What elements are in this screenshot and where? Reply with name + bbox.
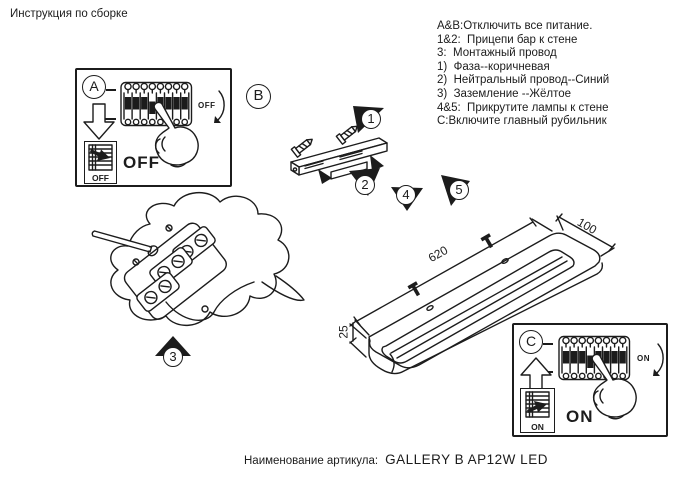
switch-detail-inset	[84, 141, 117, 184]
dimension-length: 620	[425, 243, 451, 265]
inset-state-label: OFF	[92, 173, 109, 183]
step-marker-2: 2	[355, 175, 375, 195]
instruction-line: 1&2: Прицепи бар к стене	[437, 33, 578, 46]
switch-on-icon	[525, 391, 550, 418]
switch-off-icon	[88, 144, 113, 171]
panel-c-power-on	[512, 323, 668, 437]
page-title: Инструкция по сборке	[10, 8, 128, 20]
step-label-a: A	[82, 75, 106, 99]
instruction-list	[437, 20, 609, 129]
article-value: GALLERY B AP12W LED	[385, 452, 548, 467]
screw-icon	[291, 135, 315, 157]
wiring-detail-cloud	[92, 193, 304, 326]
dimension-depth: 25	[336, 325, 351, 339]
step-marker-5: 5	[449, 180, 469, 200]
power-state-text: OFF	[123, 153, 160, 172]
breaker-state-label: ON	[637, 354, 650, 363]
power-state-text: ON	[566, 407, 594, 426]
hand-icon	[585, 353, 647, 425]
instruction-line: 4&5: Прикрутите лампы к стене	[437, 101, 609, 114]
instruction-line: 2) Нейтральный провод--Синий	[437, 74, 610, 87]
instruction-line: 1) Фаза--коричневая	[437, 60, 550, 73]
lamp-screw-icon	[407, 281, 422, 298]
panel-a-power-off	[75, 68, 232, 187]
inset-state-label: ON	[531, 422, 544, 432]
article-name-row	[244, 452, 548, 467]
rotate-arrow-icon	[213, 90, 231, 126]
step-marker-4: 4	[396, 185, 416, 205]
instruction-line: A&B:Отключить все питание.	[437, 20, 593, 32]
step-marker-1: 1	[361, 109, 381, 129]
step-label-b: B	[246, 84, 271, 109]
dimension-width: 100	[574, 214, 600, 238]
instruction-line: 3) Заземление --Жёлтое	[437, 87, 572, 100]
instruction-line: 3: Монтажный провод	[437, 47, 557, 60]
switch-detail-inset	[520, 388, 555, 433]
article-label: Наименование артикула:	[244, 455, 379, 467]
breaker-state-label: OFF	[198, 101, 216, 110]
step-marker-3: 3	[163, 347, 183, 367]
rotate-arrow-icon	[652, 343, 668, 379]
step-label-c: C	[519, 330, 543, 354]
down-arrow-icon	[83, 103, 115, 141]
instruction-line: C:Включите главный рубильник	[437, 115, 607, 128]
